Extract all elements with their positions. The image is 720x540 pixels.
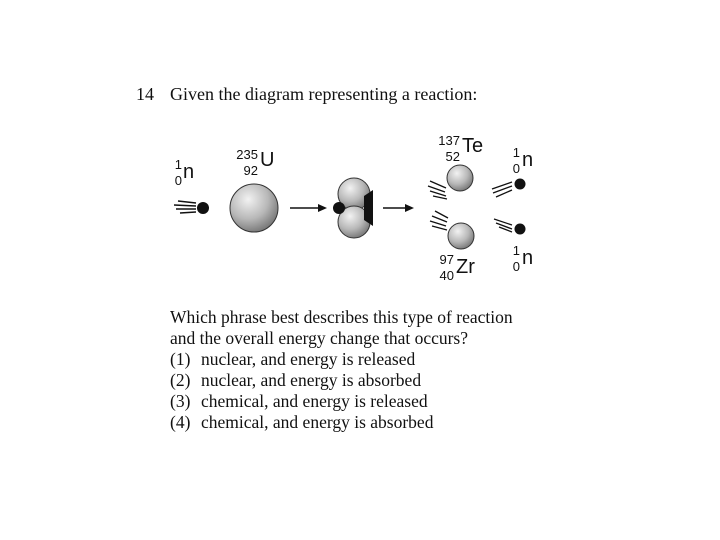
zirconium-fragment: [430, 211, 474, 249]
uranium-nucleus: [230, 184, 278, 232]
motion-lines-icon: [492, 182, 512, 197]
absorbed-neutron-dot: [333, 202, 345, 214]
motion-lines-icon: [494, 219, 512, 232]
outgoing-neutron-top: [492, 179, 526, 198]
answer-option[interactable]: [170, 391, 513, 412]
question-text-line: Which phrase best describes this type of reaction: [170, 307, 513, 327]
motion-lines-icon: [428, 181, 447, 199]
motion-lines-icon: [430, 211, 448, 230]
option-number: (4): [170, 412, 191, 432]
option-text: nuclear, and energy is absorbed: [201, 370, 422, 390]
answer-option[interactable]: [170, 412, 513, 433]
answer-option[interactable]: [170, 349, 513, 370]
tellurium-fragment: [428, 165, 473, 199]
option-number: (1): [170, 349, 191, 369]
option-number: (2): [170, 370, 191, 390]
incoming-neutron: [174, 201, 209, 214]
splitting-nucleus: [333, 178, 373, 238]
option-text: nuclear, and energy is released: [201, 349, 416, 369]
outgoing-neutron-bottom: [494, 219, 526, 235]
answer-option[interactable]: [170, 370, 513, 391]
question-prompt: Given the diagram representing a reaction:: [170, 84, 478, 104]
motion-lines-icon: [174, 201, 196, 213]
question-text-line: and the overall energy change that occurs?: [170, 328, 469, 348]
option-text: chemical, and energy is absorbed: [201, 412, 434, 432]
reaction-arrow-icon: [290, 204, 327, 212]
neutron-dot: [197, 202, 209, 214]
question-body: [170, 307, 513, 433]
option-number: (3): [170, 391, 191, 411]
question-number: 14: [136, 84, 154, 104]
option-text: chemical, and energy is released: [201, 391, 428, 411]
reaction-arrow-icon: [383, 204, 414, 212]
